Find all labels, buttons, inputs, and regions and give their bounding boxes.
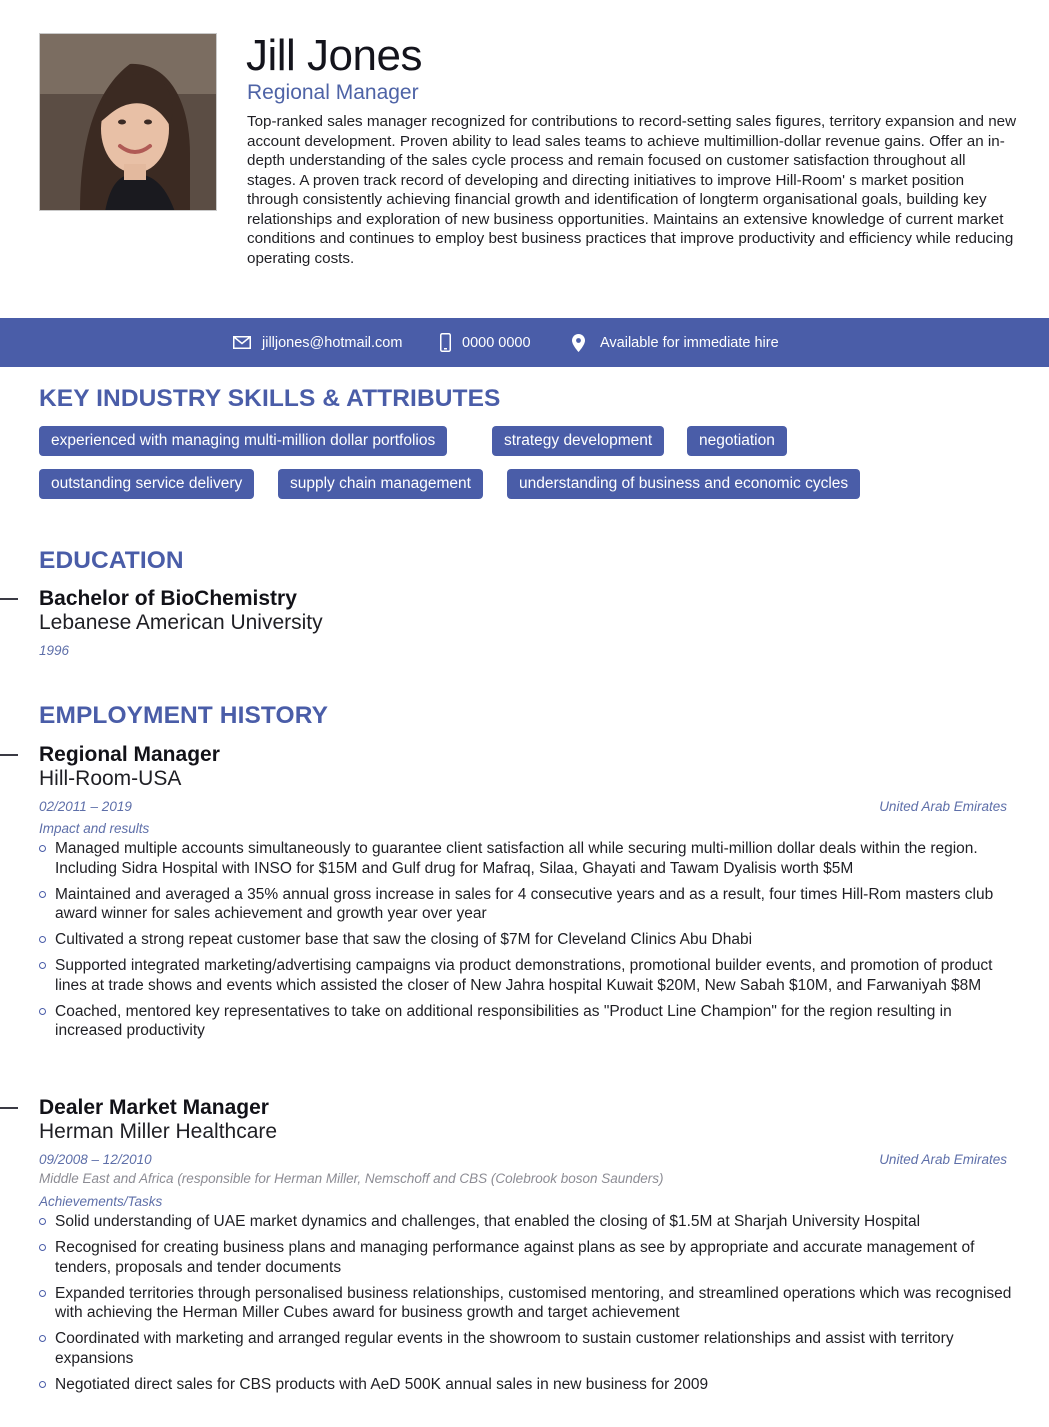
bullet-item: Coached, mentored key representatives to take on additional responsibilities as "Product Line Champion" for the region resulting in increased productivity xyxy=(39,1002,1014,1041)
skill-tag: understanding of business and economic cycles xyxy=(507,469,860,499)
entry-marker xyxy=(0,1107,18,1109)
entry-marker xyxy=(0,754,18,756)
job-title: Dealer Market Manager xyxy=(39,1096,269,1119)
employment-heading: EMPLOYMENT HISTORY xyxy=(39,702,329,729)
profile-summary: Top-ranked sales manager recognized for contributions to record-setting sales figures, territory expansion and new account development. Proven ability to lead sales teams to achieve multimillion-dollar revenue gains. Offer an in-depth understanding of the sales cycle process and remain focused on customer satisfaction throughout all stages. A proven track record of developing and directing initiatives to improve Hill-Room' s market position through consistently achieving financial growth and identification of longterm organisational goals, building key relationships and exploration of new business opportunities. Maintains an extensive knowledge of current market conditions and continues to employ best business practices that improve productivity and efficiency while reducing operating costs. xyxy=(247,113,1017,267)
bullet-item: Cultivated a strong repeat customer base that saw the closing of $7M for Cleveland Clinics Abu Dhabi xyxy=(39,930,1014,950)
company-name: Herman Miller Healthcare xyxy=(39,1120,278,1143)
entry-marker xyxy=(0,598,18,600)
job-bullets xyxy=(39,839,1014,1047)
skill-tag: strategy development xyxy=(492,426,664,456)
job-subheading: Achievements/Tasks xyxy=(39,1194,163,1209)
contact-availability xyxy=(572,318,779,367)
skill-tag: experienced with managing multi-million dollar portfolios xyxy=(39,426,447,456)
phone-text: 0000 0000 xyxy=(462,334,531,351)
email-text: jilljones@hotmail.com xyxy=(262,334,403,351)
degree-title: Bachelor of BioChemistry xyxy=(39,587,297,610)
contact-phone[interactable] xyxy=(440,318,531,367)
bullet-item: Solid understanding of UAE market dynamics and challenges, that enabled the closing of $1.5M at Sharjah University Hospital xyxy=(39,1212,1014,1232)
education-year: 1996 xyxy=(39,643,70,658)
bullet-item: Supported integrated marketing/advertising campaigns via product demonstrations, promotional builder events, and promotion of product lines at trade shows and events which assisted the closer of New Jahra hospital Kuwait $20M, New Sabah $10M, and Farwaniyah $8M xyxy=(39,956,1014,995)
bullet-item: Maintained and averaged a 35% annual gross increase in sales for 4 consecutive years and as a result, four times Hill-Rom masters club award winner for sales achievement and growth year over year xyxy=(39,885,1014,924)
school-name: Lebanese American University xyxy=(39,611,323,634)
job-note: Middle East and Africa (responsible for Herman Miller, Nemschoff and CBS (Colebrook boson Saunders) xyxy=(39,1171,664,1186)
candidate-name: Jill Jones xyxy=(246,31,422,80)
skills-heading: KEY INDUSTRY SKILLS & ATTRIBUTES xyxy=(39,385,501,412)
company-name: Hill-Room-USA xyxy=(39,767,182,790)
job-subheading: Impact and results xyxy=(39,821,150,836)
bullet-item: Recognised for creating business plans and managing performance against plans as see by appropriate and accurate management of tenders, proposals and tender documents xyxy=(39,1238,1014,1277)
contact-bar xyxy=(0,318,1049,367)
job-dates: 09/2008 – 12/2010 xyxy=(39,1152,152,1167)
bullet-item: Expanded territories through personalised business relationships, customised mentoring, and streamlined operations which was recognised with achieving the Herman Miller Cubes award for business growth and target achievement xyxy=(39,1284,1014,1323)
skill-tag: outstanding service delivery xyxy=(39,469,254,499)
bullet-item: Coordinated with marketing and arranged regular events in the showroom to sustain customer relationships and assist with territory expansions xyxy=(39,1329,1014,1368)
phone-icon xyxy=(440,333,451,352)
envelope-icon xyxy=(233,336,251,349)
skill-tag: supply chain management xyxy=(278,469,483,499)
job-bullets xyxy=(39,1212,1014,1401)
contact-email[interactable] xyxy=(233,318,402,367)
candidate-role: Regional Manager xyxy=(247,81,419,104)
bullet-item: Negotiated direct sales for CBS products with AeD 500K annual sales in new business for 2009 xyxy=(39,1375,1014,1395)
job-title: Regional Manager xyxy=(39,743,220,766)
skill-tag: negotiation xyxy=(687,426,787,456)
job-location: United Arab Emirates xyxy=(879,799,1007,814)
bullet-item: Managed multiple accounts simultaneously to guarantee client satisfaction all while securing multi-million dollar deals within the region. Including Sidra Hospital with INSO for $15M and Gulf drug for Mafraq, Silaa, Ghayati and Tawam Dyalisis worth $5M xyxy=(39,839,1014,878)
job-location: United Arab Emirates xyxy=(879,1152,1007,1167)
job-dates: 02/2011 – 2019 xyxy=(39,799,132,814)
education-heading: EDUCATION xyxy=(39,547,184,574)
location-pin-icon xyxy=(572,334,585,352)
availability-text: Available for immediate hire xyxy=(600,334,779,351)
portrait-image xyxy=(40,34,217,211)
profile-photo xyxy=(39,33,217,211)
